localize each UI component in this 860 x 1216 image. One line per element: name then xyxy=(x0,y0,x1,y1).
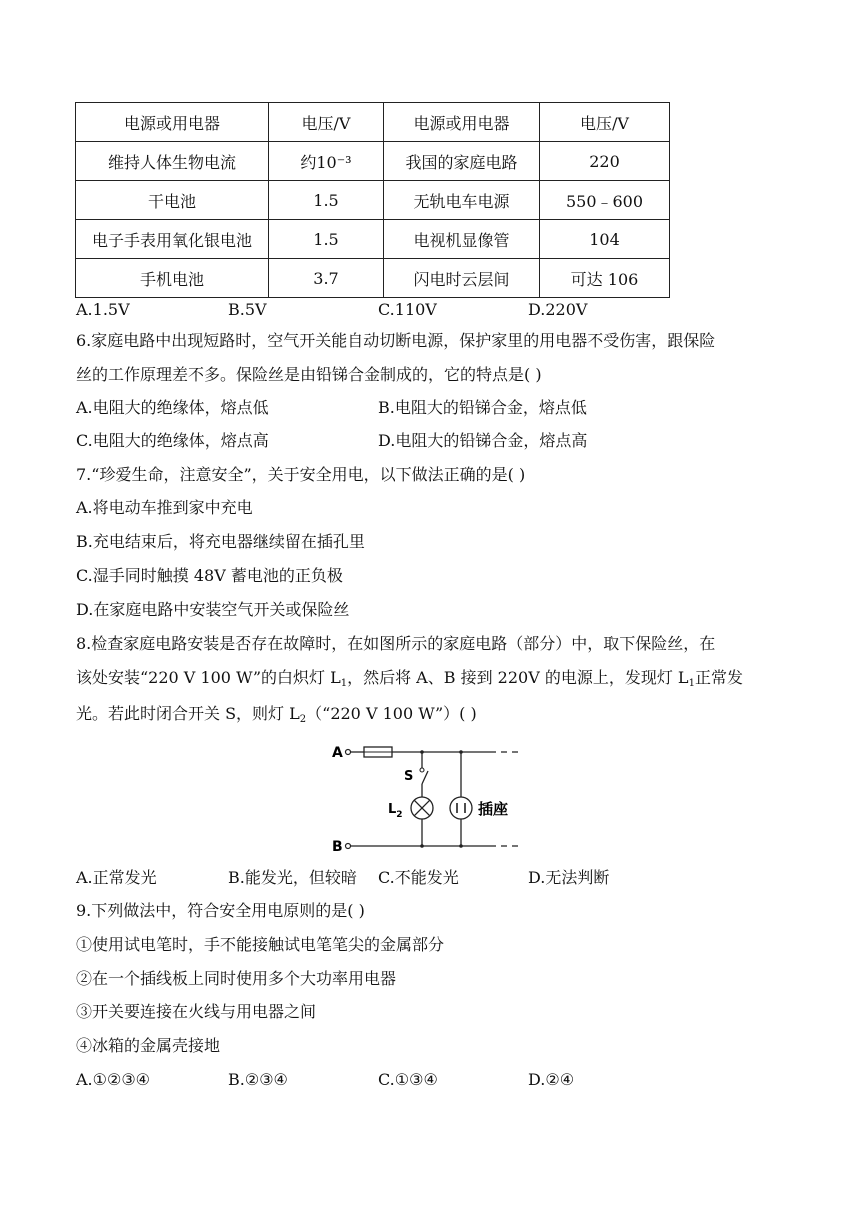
switch-s xyxy=(422,771,428,784)
q7-option-c[interactable]: C.湿手同时触摸 48V 蓄电池的正负极 xyxy=(76,566,343,585)
q6-option-c[interactable]: C.电阻大的绝缘体，熔点高 xyxy=(76,431,269,450)
table-cell: 电视机显像管 xyxy=(384,220,540,259)
q9-option-a[interactable]: A.①②③④ xyxy=(76,1070,151,1089)
terminal-b-label: B xyxy=(332,839,343,854)
q7-option-b[interactable]: B.充电结束后，将充电器继续留在插孔里 xyxy=(76,532,365,551)
table-cell: 1.5 xyxy=(269,181,384,220)
q9-item-4: ④冰箱的金属壳接地 xyxy=(76,1036,221,1055)
q8-text: 光。若此时闭合开关 S，则灯 L xyxy=(76,704,300,723)
table-cell: 手机电池 xyxy=(76,259,269,298)
q9-stem: 9.下列做法中，符合安全用电原则的是( ) xyxy=(76,901,365,920)
table-row xyxy=(76,181,670,220)
q9-option-b[interactable]: B.②③④ xyxy=(228,1070,288,1089)
table-header-cell: 电压/V xyxy=(540,103,670,142)
q6-option-d[interactable]: D.电阻大的铅锑合金，熔点高 xyxy=(378,431,588,450)
q9-item-3: ③开关要连接在火线与用电器之间 xyxy=(76,1002,317,1021)
lamp-label-sub: 2 xyxy=(396,810,403,820)
table-header-cell: 电源或用电器 xyxy=(76,103,269,142)
table-cell: 维持人体生物电流 xyxy=(76,142,269,181)
q8-stem-line2 xyxy=(76,668,743,694)
table-cell: 104 xyxy=(540,220,670,259)
table-cell: 220 xyxy=(540,142,670,181)
q7-stem: 7.“珍爱生命，注意安全”，关于安全用电，以下做法正确的是( ) xyxy=(76,465,526,484)
table-cell: 电子手表用氧化银电池 xyxy=(76,220,269,259)
q6-option-b[interactable]: B.电阻大的铅锑合金，熔点低 xyxy=(378,398,587,417)
junction-dot xyxy=(420,844,424,848)
lamp-label-text: L xyxy=(388,802,397,817)
q5-option-a[interactable]: A.1.5V xyxy=(76,300,130,319)
table-cell: 我国的家庭电路 xyxy=(384,142,540,181)
table-row xyxy=(76,142,670,181)
q7-option-d[interactable]: D.在家庭电路中安装空气开关或保险丝 xyxy=(76,600,350,619)
q8-text: 正常发 xyxy=(694,668,743,687)
table-cell: 3.7 xyxy=(269,259,384,298)
q8-text: ，然后将 A、B 接到 220V 的电源上，发现灯 L xyxy=(347,668,689,687)
table-row xyxy=(76,259,670,298)
q6-stem-line1: 6.家庭电路中出现短路时，空气开关能自动切断电源，保护家里的用电器不受伤害，跟保险 xyxy=(76,331,716,350)
table-cell: 干电池 xyxy=(76,181,269,220)
q8-text: （“220 V 100 W”）( ) xyxy=(306,704,477,723)
q8-option-c[interactable]: C.不能发光 xyxy=(378,868,459,887)
table-header-cell: 电压/V xyxy=(269,103,384,142)
q9-item-2: ②在一个插线板上同时使用多个大功率用电器 xyxy=(76,969,397,988)
terminal-a-label: A xyxy=(332,745,343,761)
voltage-table xyxy=(75,102,670,298)
q9-option-d[interactable]: D.②④ xyxy=(528,1070,575,1089)
table-cell: 无轨电车电源 xyxy=(384,181,540,220)
table-cell: 550﹣600 xyxy=(540,181,670,220)
table-cell: 闪电时云层间 xyxy=(384,259,540,298)
table-header-cell: 电源或用电器 xyxy=(384,103,540,142)
q8-option-b[interactable]: B.能发光，但较暗 xyxy=(228,868,357,887)
table-cell: 可达 106 xyxy=(540,259,670,298)
q6-stem-line2: 丝的工作原理差不多。保险丝是由铅锑合金制成的，它的特点是( ) xyxy=(76,365,542,384)
q6-option-a[interactable]: A.电阻大的绝缘体，熔点低 xyxy=(76,398,269,417)
q5-option-c[interactable]: C.110V xyxy=(378,300,437,319)
table-row xyxy=(76,220,670,259)
q8-option-d[interactable]: D.无法判断 xyxy=(528,868,610,887)
junction-dot xyxy=(459,844,463,848)
table-cell: 1.5 xyxy=(269,220,384,259)
q9-item-1: ①使用试电笔时，手不能接触试电笔笔尖的金属部分 xyxy=(76,935,445,954)
q8-subscript: 2 xyxy=(299,714,307,725)
table-cell: 约10⁻³ xyxy=(269,142,384,181)
q8-stem-line1: 8.检查家庭电路安装是否存在故障时，在如图所示的家庭电路（部分）中，取下保险丝，在 xyxy=(76,634,716,653)
circuit-diagram xyxy=(330,738,530,854)
q5-option-d[interactable]: D.220V xyxy=(528,300,588,319)
q8-text: 该处安装“220 V 100 W”的白炽灯 L xyxy=(76,668,341,687)
q8-option-a[interactable]: A.正常发光 xyxy=(76,868,157,887)
q7-option-a[interactable]: A.将电动车推到家中充电 xyxy=(76,498,253,517)
q8-stem-line3 xyxy=(76,704,477,730)
terminal-b-node xyxy=(346,844,351,849)
terminal-a-node xyxy=(346,750,351,755)
q8-subscript: 1 xyxy=(688,678,695,689)
q5-option-b[interactable]: B.5V xyxy=(228,300,267,319)
switch-contact xyxy=(420,768,424,772)
socket-label: 插座 xyxy=(478,800,509,818)
table-header-row xyxy=(76,103,670,142)
socket-symbol xyxy=(450,797,472,819)
q9-option-c[interactable]: C.①③④ xyxy=(378,1070,438,1089)
switch-label: S xyxy=(404,769,414,784)
q8-subscript: 1 xyxy=(340,678,348,689)
lamp-label xyxy=(388,802,403,820)
